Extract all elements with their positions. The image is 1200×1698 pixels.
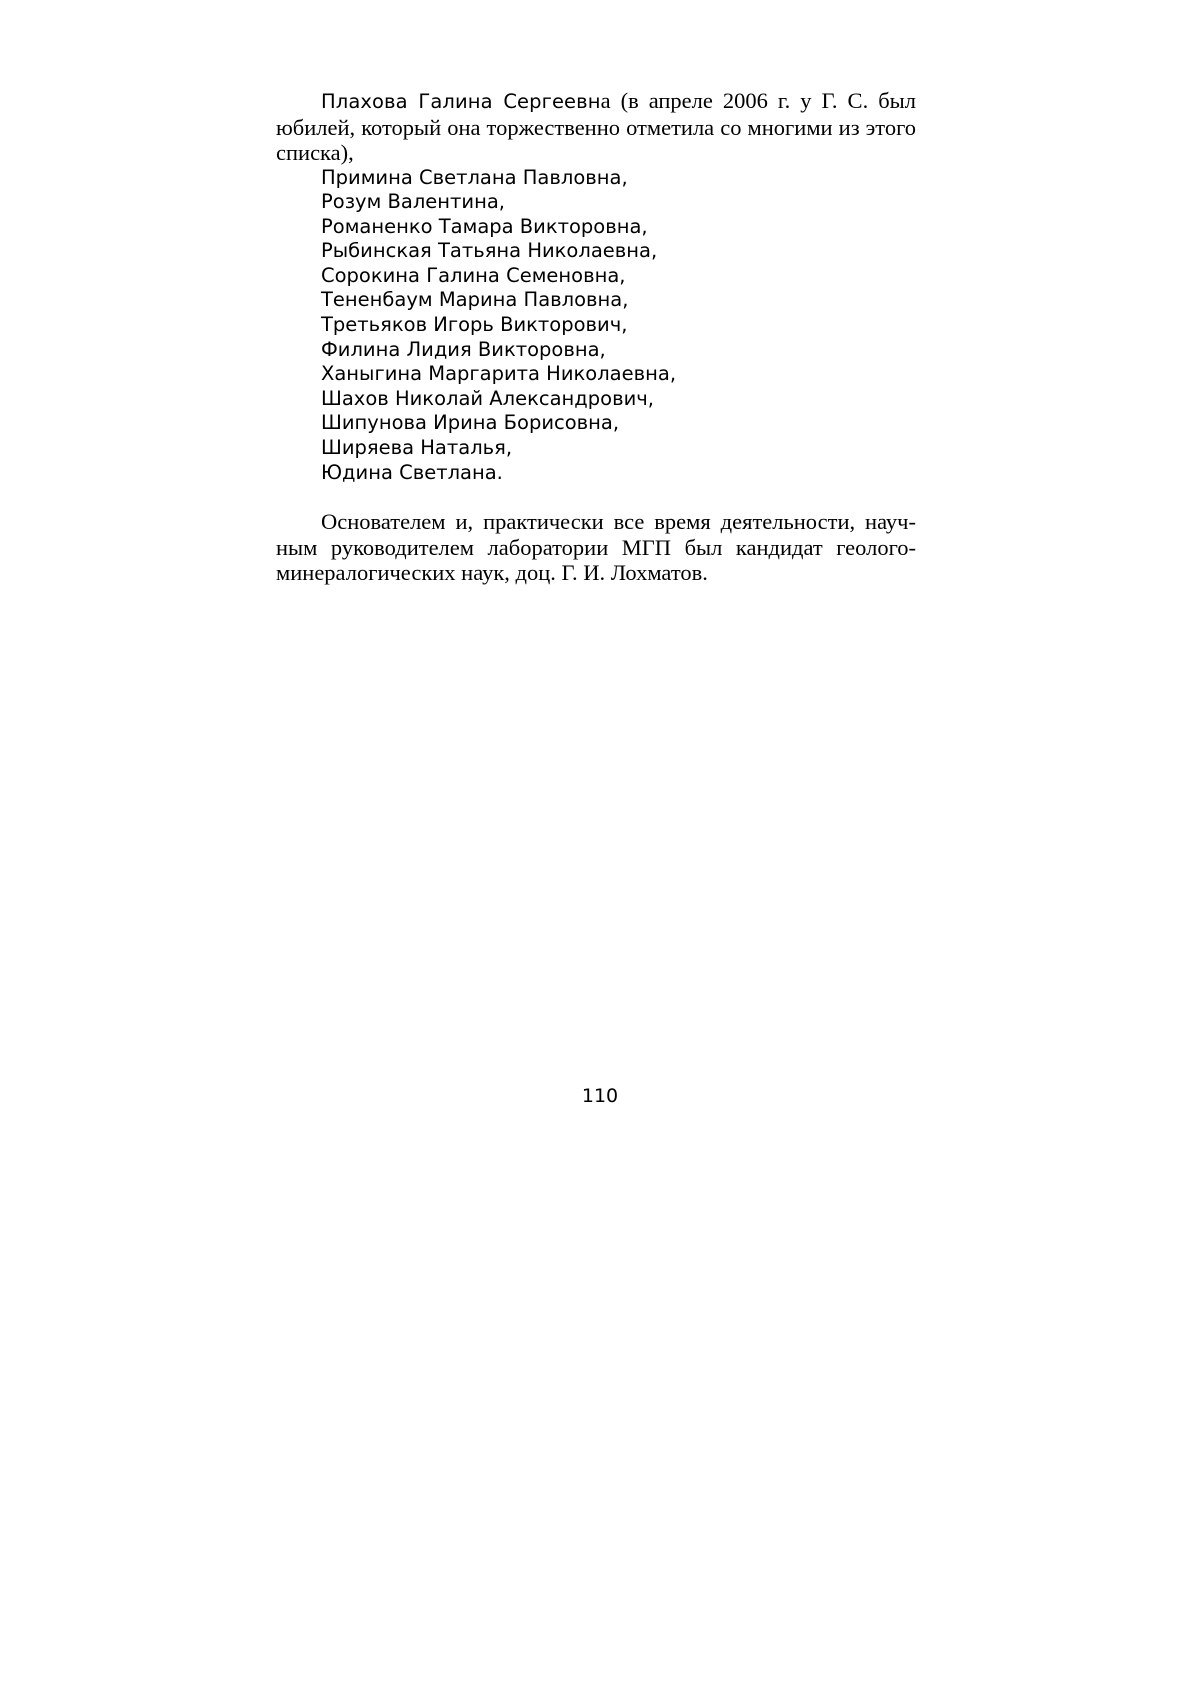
list-item: Примина Светлана Павловна, <box>321 165 628 189</box>
list-item: Филина Лидия Викторовна, <box>321 337 606 361</box>
names-list <box>276 166 916 486</box>
list-item: Розум Валентина, <box>321 190 505 214</box>
list-item: Романенко Тамара Викторовна, <box>321 214 648 238</box>
page-content <box>276 88 916 586</box>
list-item: Третьяков Игорь Викторович, <box>321 313 628 337</box>
intro-paragraph <box>276 88 916 166</box>
list-item: Рыбинская Татьяна Николаевна, <box>321 239 658 263</box>
list-item: Сорокина Галина Семеновна, <box>321 263 626 287</box>
intro-name: Плахова Галина Сергеевн <box>321 90 601 113</box>
page-number: 110 <box>581 1085 619 1107</box>
list-item: Тененбаум Марина Павловна, <box>321 288 629 312</box>
list-item: Шахов Николай Александрович, <box>321 386 654 410</box>
intro-text: а (в апреле 2006 г. у Г. С. был юбилей, который она торжественно отметила со многими из этого списка), <box>276 88 916 165</box>
list-item: Ханыгина Маргарита Николаевна, <box>321 362 677 386</box>
closing-paragraph: Основателем и, практически все время деятельности, научным руководителем лаборатории МГП был кандидат геолого-минералогических наук, доц. Г. И. Лохматов. <box>276 509 916 586</box>
list-item: Шипунова Ирина Борисовна, <box>321 411 620 435</box>
list-item: Ширяева Наталья, <box>321 436 513 460</box>
list-item: Юдина Светлана. <box>321 460 503 484</box>
